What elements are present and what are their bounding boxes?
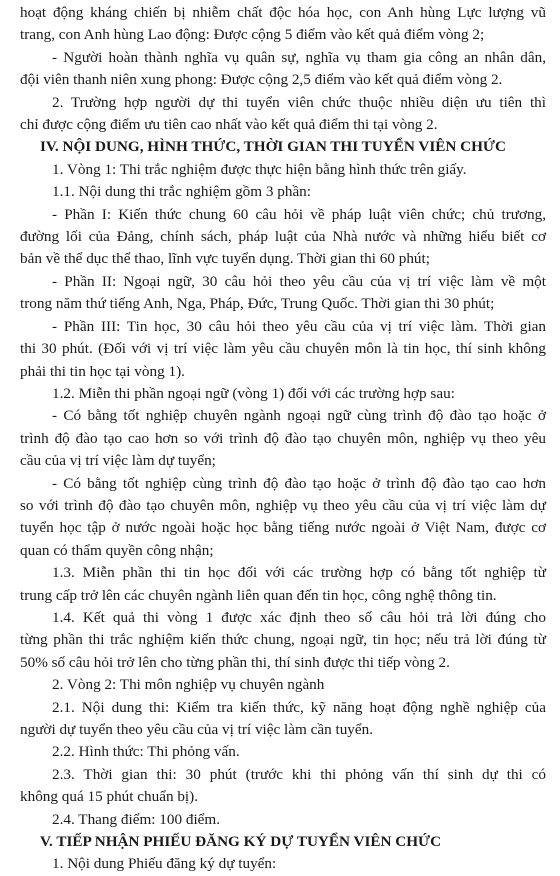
paragraph [20, 92, 546, 137]
text-line: thi 30 phút. (Đối với vị trí việc làm yêu cầu chuyên môn là tin học, thí sinh không [20, 340, 546, 358]
text-line: - Phần III: Tin học, 30 câu hỏi theo yêu cầu của vị trí việc làm. Thời gian [52, 317, 546, 335]
text-line: không quá 15 phút chuẩn bị). [20, 788, 199, 806]
text-line: 1.3. Miễn phần thi tin học đối với các trường hợp có bằng tốt nghiệp từ [52, 564, 546, 582]
section-heading [20, 136, 546, 158]
paragraph [20, 181, 546, 203]
text-line: - Người hoàn thành nghĩa vụ quân sự, nghĩa vụ tham gia công an nhân dân, [52, 48, 546, 66]
text-line: hoạt động kháng chiến bị nhiễm chất độc hóa học, con Anh hùng Lực lượng vũ [20, 4, 546, 21]
text-line: 2.2. Hình thức: Thi phỏng vấn. [52, 743, 240, 761]
text-line: tuyển học tập ở nước ngoài hoặc học bằng tiếng nước ngoài ở Việt Nam, được cơ [20, 519, 546, 537]
text-line: trung cấp trở lên các chuyên ngành liên quan đến tin học, công nghệ thông tin. [20, 586, 497, 604]
text-line: - Có bằng tốt nghiệp cùng trình độ đào tạo hoặc ở trình độ đào tạo cao hơn [52, 474, 546, 492]
paragraph [20, 764, 546, 809]
text-line: 1.1. Nội dung thi trắc nghiệm gồm 3 phần: [52, 183, 311, 201]
text-line: so với trình độ đào tạo chuyên môn, nghiệp vụ theo yêu cầu của vị trí việc làm dự [20, 496, 546, 514]
text-line: trong năm thứ tiếng Anh, Nga, Pháp, Đức, Trung Quốc. Thời gian thi 30 phút; [20, 295, 495, 313]
paragraph [20, 47, 546, 92]
paragraph [20, 741, 546, 763]
text-line: 1. Vòng 1: Thi trắc nghiệm được thực hiện bằng hình thức trên giấy. [52, 160, 467, 178]
paragraph [20, 204, 546, 271]
text-line: quan có thẩm quyền công nhận; [20, 541, 214, 559]
text-line: trình độ đào tạo cao hơn so với trình độ đào tạo chuyên môn, nghiệp vụ theo yêu [20, 429, 546, 447]
text-line: bản về thể dục thể thao, lĩnh vực tuyển dụng. Thời gian thi 60 phút; [20, 250, 430, 268]
text-line: 2.1. Nội dung thi: Kiểm tra kiến thức, kỹ năng hoạt động nghề nghiệp của [52, 698, 546, 716]
text-line: 1. Nội dung Phiếu đăng ký dự tuyển: [52, 855, 277, 873]
paragraph [20, 159, 546, 181]
text-line: 2. Vòng 2: Thi môn nghiệp vụ chuyên ngành [52, 676, 325, 694]
text-line: - Phần II: Ngoại ngữ, 30 câu hỏi theo yêu cầu của vị trí việc làm về một [52, 272, 546, 290]
text-line: - Có bằng tốt nghiệp chuyên ngành ngoại ngữ cùng trình độ đào tạo hoặc ở [52, 407, 546, 425]
paragraph [20, 2, 546, 47]
text-line: IV. NỘI DUNG, HÌNH THỨC, THỜI GIAN THI TUYỂN VIÊN CHỨC [40, 138, 506, 156]
paragraph [20, 853, 546, 875]
paragraph [20, 316, 546, 383]
text-line: 2. Trường hợp người dự thi tuyển viên chức thuộc nhiều diện ưu tiên thì [52, 93, 546, 111]
text-line: - Phần I: Kiến thức chung 60 câu hỏi về pháp luật viên chức; chủ trương, [52, 205, 546, 223]
paragraph [20, 607, 546, 674]
text-line: cầu của vị trí việc làm dự tuyển; [20, 452, 216, 470]
text-line: 2.4. Thang điểm: 100 điểm. [52, 810, 221, 828]
paragraph [20, 383, 546, 405]
text-line: 1.4. Kết quả thi vòng 1 được xác định theo số câu hỏi trả lời đúng cho [52, 608, 546, 626]
paragraph [20, 473, 546, 563]
text-line: chỉ được cộng điểm ưu tiên cao nhất vào kết quả điểm thi tại vòng 2. [20, 116, 438, 134]
text-line: đội viên thanh niên xung phong: Được cộng 2,5 điểm vào kết quả điểm vòng 2. [20, 71, 503, 89]
paragraph [20, 271, 546, 316]
paragraph [20, 405, 546, 472]
text-line: 2.3. Thời gian thi: 30 phút (trước khi thi phỏng vấn thí sinh dự thi có [52, 765, 546, 783]
section-heading [20, 831, 546, 853]
text-line: 50% số câu hỏi trở lên cho từng phần thi, thí sinh được thi tiếp vòng 2. [20, 653, 450, 671]
text-line: phải thi tin học tại vòng 1). [20, 362, 185, 380]
text-line: 1.2. Miễn thi phần ngoại ngữ (vòng 1) đối với các trường hợp sau: [52, 384, 455, 402]
paragraph [20, 562, 546, 607]
text-line: đường lối của Đảng, chính sách, pháp luật của Nhà nước và những hiểu biết cơ [20, 228, 546, 246]
text-line: từng phần thi trắc nghiệm kiến thức chung, ngoại ngữ, tin học; nếu trả lời đúng từ [20, 631, 546, 649]
text-line: người dự tuyển theo yêu cầu của vị trí việc làm cần tuyển. [20, 721, 374, 738]
text-line: V. TIẾP NHẬN PHIẾU ĐĂNG KÝ DỰ TUYỂN VIÊN CHỨC [40, 833, 442, 851]
paragraph [20, 674, 546, 696]
paragraph [20, 697, 546, 742]
text-line: trang, con Anh hùng Lao động: Được cộng 5 điểm vào kết quả điểm vòng 2; [20, 26, 485, 44]
